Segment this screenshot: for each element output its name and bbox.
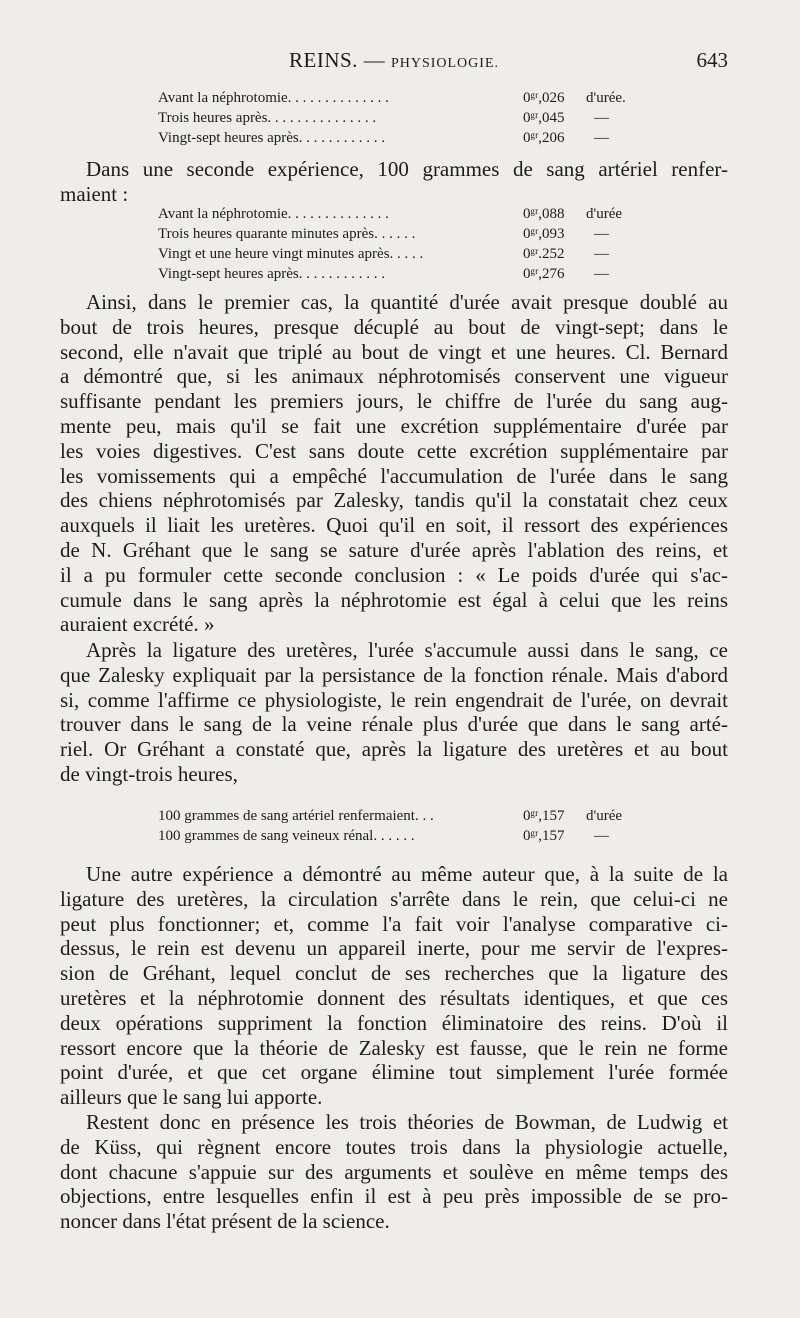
text-line: a démontré que, si les animaux néphrotomisés conservent une vigueur xyxy=(60,364,728,389)
title-main: REINS. xyxy=(289,48,358,72)
text-line: objections, entre lesquelles enfin il est à peu près impossible de se pro- xyxy=(60,1184,728,1209)
paragraph-ainsi xyxy=(60,290,728,637)
table-value: 0ᵍʳ,157 xyxy=(523,808,565,824)
table-label: Trois heures après. . . . . . . . . . . . . . . xyxy=(158,110,377,126)
table-unit: — xyxy=(594,246,609,262)
table-value: 0ᵍʳ,045 xyxy=(523,110,565,126)
text-line: maient : xyxy=(60,181,129,206)
text-line: de N. Gréhant que le sang se sature d'urée après l'ablation des reins, et xyxy=(60,537,728,562)
text-line: auxquels il liait les uretères. Quoi qu'il en soit, il ressort des expériences xyxy=(60,513,728,538)
running-title xyxy=(60,48,728,73)
table-row xyxy=(158,128,628,148)
paragraph-restent xyxy=(60,1110,728,1234)
text-line: dessus, le rein est devenu un appareil inerte, pour me servir de l'expres- xyxy=(60,936,728,961)
text-line: ligature des uretères, la circulation s'arrête dans le rein, que celui-ci ne xyxy=(60,886,728,911)
text-line: ressort encore que la théorie de Zalesky est fausse, que le rein ne forme xyxy=(60,1035,728,1060)
text-line: mente peu, mais qu'il se fait une excrétion supplémentaire d'urée par xyxy=(60,413,728,438)
table-row xyxy=(158,108,628,128)
text-line: de Küss, qui règnent encore toutes trois dans la physiologie actuelle, xyxy=(60,1134,728,1159)
text-line: ailleurs que le sang lui apporte. xyxy=(60,1085,323,1110)
text-line: point d'urée, et que cet organe élimine tout simplement l'urée formée xyxy=(60,1060,728,1085)
table-unit: — xyxy=(594,266,609,282)
text-line: des chiens néphrotomisés par Zalesky, tandis qu'il la constatait chez ceux xyxy=(60,488,728,513)
text-line: suffisante pendant les premiers jours, le chiffre de l'urée du sang aug- xyxy=(60,389,728,414)
text-line: Après la ligature des uretères, l'urée s'accumule aussi dans le sang, ce xyxy=(86,638,728,662)
table-label: 100 grammes de sang artériel renfermaient. . . xyxy=(158,808,434,824)
table-unit: — xyxy=(594,226,609,242)
title-dash: — xyxy=(357,48,391,72)
running-header xyxy=(60,48,728,82)
table-label: Trois heures quarante minutes après. . . . . . xyxy=(158,226,416,242)
table-value: 0ᵍʳ,276 xyxy=(523,266,565,282)
table-row xyxy=(158,204,628,224)
text-line: cumule dans le sang après la néphrotomie est égal à celui que les reins xyxy=(60,587,728,612)
table-value: 0ᵍʳ,026 xyxy=(523,90,565,106)
table-label: Avant la néphrotomie. . . . . . . . . . . . . . xyxy=(158,206,389,222)
table-value: 0ᵍʳ,206 xyxy=(523,130,565,146)
text-line: Ainsi, dans le premier cas, la quantité d'urée avait presque doublé au xyxy=(86,290,728,314)
table-value: 0ᵍʳ,157 xyxy=(523,828,565,844)
table-unit: — xyxy=(594,828,609,844)
paragraph-second-experiment xyxy=(60,157,728,207)
text-line: deux opérations suppriment la fonction éliminatoire des reins. D'où il xyxy=(60,1010,728,1035)
table-label: Vingt et une heure vingt minutes après. . . . . xyxy=(158,246,424,262)
urea-table-2 xyxy=(158,204,628,284)
table-unit: d'urée xyxy=(586,206,623,222)
table-label: Vingt-sept heures après. . . . . . . . . . . . xyxy=(158,130,385,146)
table-unit: — xyxy=(594,130,609,146)
urea-table-1 xyxy=(158,88,628,148)
table-row xyxy=(158,826,628,846)
text-line: dont chacune s'appuie sur des arguments et soulève en même temps des xyxy=(60,1159,728,1184)
table-value: 0ᵍʳ,093 xyxy=(523,226,565,242)
text-line: second, elle n'avait que triplé au bout de vingt et une heures. Cl. Bernard xyxy=(60,339,728,364)
text-line: uretères et la néphrotomie donnent des résultats identiques, et que ces xyxy=(60,985,728,1010)
table-unit: — xyxy=(594,110,609,126)
text-line: si, comme l'affirme ce physiologiste, le rein engendrait de l'urée, on devrait xyxy=(60,687,728,712)
table-label: Avant la néphrotomie. . . . . . . . . . . . . . xyxy=(158,90,389,106)
text-line: il a pu formuler cette seconde conclusion : « Le poids d'urée qui s'ac- xyxy=(60,562,728,587)
text-line: Dans une seconde expérience, 100 grammes de sang artériel renfer- xyxy=(86,157,728,181)
text-line: noncer dans l'état présent de la science. xyxy=(60,1209,390,1234)
table-value: 0ᵍʳ.252 xyxy=(523,246,565,262)
text-line: peut plus fonctionner; et, comme l'a fait voir l'analyse comparative ci- xyxy=(60,911,728,936)
paragraph-autre-experience xyxy=(60,862,728,1110)
text-line: sion de Gréhant, lequel conclut de ses recherches que la ligature des xyxy=(60,961,728,986)
title-sub: PHYSIOLOGIE. xyxy=(390,56,499,71)
table-row xyxy=(158,244,628,264)
table-row xyxy=(158,88,628,108)
text-line: les voies digestives. C'est sans doute cette excrétion supplémentaire par xyxy=(60,438,728,463)
text-line: Restent donc en présence les trois théories de Bowman, de Ludwig et xyxy=(86,1110,728,1134)
table-value: 0ᵍʳ,088 xyxy=(523,206,565,222)
table-label: Vingt-sept heures après. . . . . . . . . . . . xyxy=(158,266,385,282)
table-row xyxy=(158,224,628,244)
text-line: que Zalesky expliquait par la persistance de la fonction rénale. Mais d'abord xyxy=(60,662,728,687)
text-line: les vomissements qui a empêché l'accumulation de l'urée dans le sang xyxy=(60,463,728,488)
text-line: auraient excrété. » xyxy=(60,612,215,637)
table-row xyxy=(158,264,628,284)
text-line: trouver dans le sang de la veine rénale plus d'urée que dans le sang arté- xyxy=(60,712,728,737)
urea-table-3 xyxy=(158,806,628,846)
text-line: de vingt-trois heures, xyxy=(60,761,238,786)
paragraph-ligature xyxy=(60,638,728,787)
text-line: riel. Or Gréhant a constaté que, après la ligature des uretères et au bout xyxy=(60,737,728,762)
page-number: 643 xyxy=(696,48,728,72)
table-label: 100 grammes de sang veineux rénal. . . . . . xyxy=(158,828,415,844)
table-unit: d'urée. xyxy=(586,90,626,106)
text-line: Une autre expérience a démontré au même auteur que, à la suite de la xyxy=(86,862,728,886)
table-row xyxy=(158,806,628,826)
table-unit: d'urée xyxy=(586,808,623,824)
text-line: bout de trois heures, presque décuplé au bout de vingt-sept; dans le xyxy=(60,314,728,339)
